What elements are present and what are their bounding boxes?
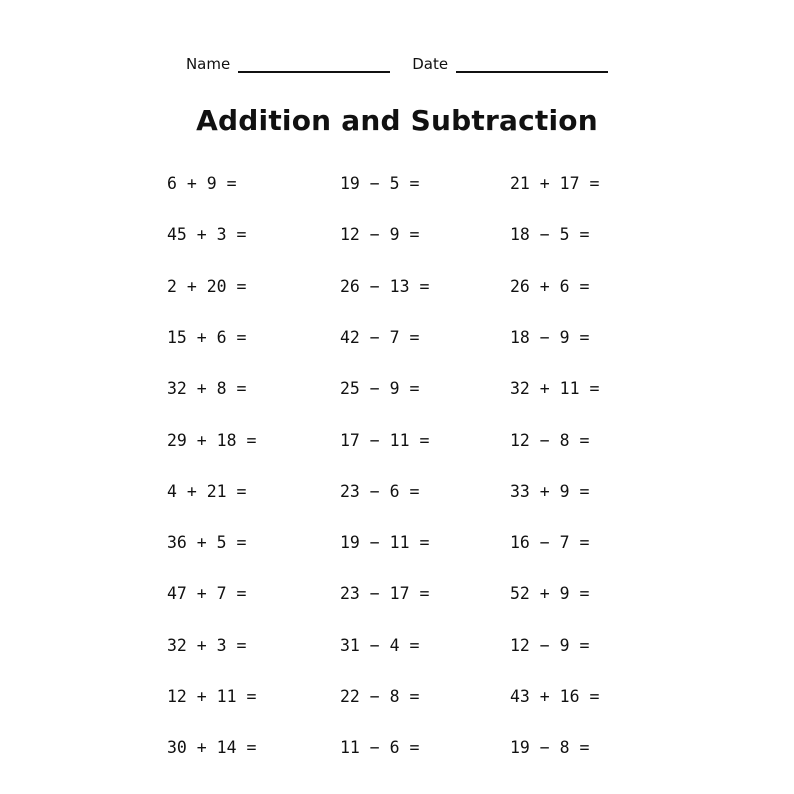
math-problem: 21 + 17 = (510, 174, 600, 193)
worksheet-header (0, 55, 794, 73)
name-label: Name (185, 55, 231, 73)
math-problem: 2 + 20 = (167, 276, 247, 296)
math-problem: 32 + 11 = (510, 379, 600, 399)
math-problem: 26 + 6 = (510, 276, 590, 296)
worksheet-title: Addition and Subtraction (196, 104, 598, 137)
math-problem: 16 − 7 = (510, 533, 590, 553)
math-problem: 12 + 11 = (167, 687, 257, 706)
math-problem: 19 − 8 = (510, 738, 590, 758)
math-problem: 19 − 5 = (340, 174, 420, 193)
math-problem: 11 − 6 = (340, 738, 420, 758)
math-problem: 25 − 9 = (340, 379, 420, 399)
math-problem: 15 + 6 = (167, 327, 247, 347)
math-problem: 31 − 4 = (340, 635, 420, 655)
date-field (412, 55, 608, 73)
math-problem: 22 − 8 = (340, 687, 420, 706)
math-problem: 30 + 14 = (167, 738, 257, 758)
math-problem: 47 + 7 = (167, 584, 247, 604)
math-problem: 33 + 9 = (510, 481, 590, 501)
math-problem: 4 + 21 = (167, 481, 247, 501)
math-problem: 6 + 9 = (167, 174, 237, 193)
math-problem: 32 + 3 = (167, 635, 247, 655)
math-problem: 18 − 5 = (510, 225, 590, 245)
math-problem: 23 − 6 = (340, 481, 420, 501)
math-problem: 42 − 7 = (340, 327, 420, 347)
math-problem: 26 − 13 = (340, 276, 430, 296)
math-problem: 23 − 17 = (340, 584, 430, 604)
math-problem: 43 + 16 = (510, 687, 600, 706)
math-problem: 29 + 18 = (167, 430, 257, 450)
name-field (186, 55, 390, 73)
date-label: Date (412, 55, 449, 73)
name-input-line[interactable] (238, 57, 390, 73)
math-problem: 17 − 11 = (340, 430, 430, 450)
math-problem: 45 + 3 = (167, 225, 247, 245)
math-problem: 18 − 9 = (510, 327, 590, 347)
math-problem: 36 + 5 = (167, 533, 247, 553)
math-problem: 19 − 11 = (340, 533, 430, 553)
date-input-line[interactable] (456, 57, 608, 73)
math-problem: 32 + 8 = (167, 379, 247, 399)
math-problem: 12 − 9 = (510, 635, 590, 655)
math-problem: 12 − 9 = (340, 225, 420, 245)
math-problem: 12 − 8 = (510, 430, 590, 450)
math-problem: 52 + 9 = (510, 584, 590, 604)
